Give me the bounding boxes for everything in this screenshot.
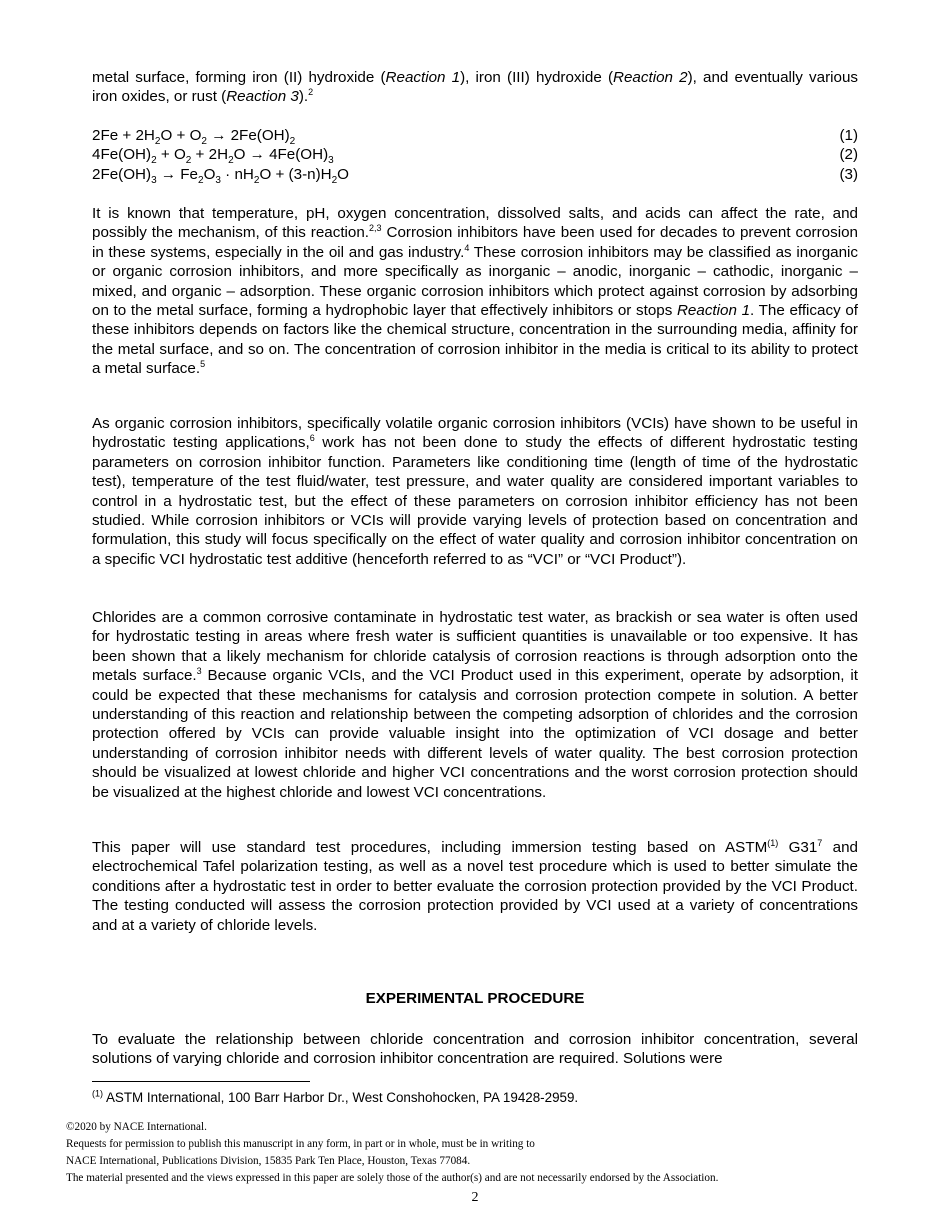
citation: 5	[200, 359, 206, 370]
footer-line: The material presented and the views expressed in this paper are solely those of the author(s) and are not necessarily endorsed by the Association.	[66, 1172, 719, 1184]
citation: 4	[464, 242, 470, 253]
footer-line: NACE International, Publications Division, 15835 Park Ten Place, Houston, Texas 77084.	[66, 1155, 471, 1167]
intro-text: ), and eventually various iron oxides, or rust (	[92, 69, 858, 106]
footer-copyright: ©2020 by NACE International.	[66, 1121, 207, 1133]
citation: 7	[817, 837, 823, 848]
intro-text: metal surface, forming iron (II) hydroxide (	[92, 69, 386, 86]
footnote-mark: (1)	[767, 837, 779, 848]
equation-block	[92, 126, 858, 184]
equation-1: $2Fe + 2H_2O + O_2 \to 2Fe(OH)_2$ (1)	[92, 127, 858, 148]
reaction-ref: Reaction 3	[226, 88, 299, 106]
section-heading: EXPERIMENTAL PROCEDURE	[365, 990, 585, 1007]
intro-paragraph	[92, 68, 858, 107]
citation: 3	[196, 666, 202, 677]
footer-line: Requests for permission to publish this manuscript in any form, in part or in whole, must be in writing to	[66, 1138, 535, 1150]
footnote-mark: (1)	[92, 1088, 103, 1099]
equation-3: $2Fe(OH)_3 \to Fe_2O_3 \cdot nH_2O + (3-n)H_2O$ (3)	[92, 165, 858, 186]
intro-text: ).	[298, 88, 309, 106]
page-number: 2	[471, 1190, 479, 1205]
reaction-ref: Reaction 1	[676, 302, 751, 320]
paragraph-5: To evaluate the relationship between chloride concentration and corrosion inhibitor concentration, several solutions of varying chloride and corrosion inhibitor concentration are required. Solutions were	[92, 1031, 858, 1068]
equation-number: (2)	[839, 146, 858, 164]
reaction-ref: Reaction 2	[613, 69, 688, 86]
reaction-ref: Reaction 1	[385, 69, 461, 86]
paragraph-1: It is known that temperature, pH, oxygen concentration, dissolved salts, and acids can affect the rate, and possibly the mechanism, of this reaction.$^{2,3}$ Corrosion inhibitors have been used for decades to prevent corrosion in these systems, especially in the oil and gas industry.$^4$ These corrosion inhibitors may be classified as inorganic or organic corrosion inhibitors, and more specifically as inorganic – anodic, inorganic – cathodic, inorganic – mixed, and organic – adsorption. These organic corrosion inhibitors which protect against corrosion by adsorbing on to the metal surface, forming a hydrophobic layer that effectively inhibitors or stops Reaction 1. The efficacy of these inhibitors depends on factors like the chemical structure, concentration in the surrounding media, affinity for the metal surface, and so on. The concentration of corrosion inhibitor in the media is critical to its ability to protect a metal surface.$^5$	[92, 205, 859, 378]
intro-text: ), iron (III) hydroxide (	[460, 69, 614, 86]
paragraph-4: This paper will use standard test procedures, including immersion testing based on ASTM$^{(1)}$ $G31^7$ and electrochemical Tafel polarization testing, as well as a novel test procedure which is used to better simulate the conditions after a hydrostatic test in order to better evaluate the corrosion protection provided by the VCI Product. The testing conducted will assess the corrosion protection provided by VCI used at a variety of concentrations and at a variety of chloride levels.	[92, 837, 858, 934]
footnote-divider	[92, 1081, 310, 1082]
equation-number: (3)	[839, 165, 858, 183]
citation: 2,3	[369, 223, 382, 234]
equation-number: (1)	[839, 127, 858, 144]
citation: 6	[309, 433, 315, 444]
footnote: $^{(1)}$ ASTM International, 100 Barr Harbor Dr., West Conshohocken, PA 19428-2959.	[92, 1088, 579, 1105]
citation: 2	[308, 87, 314, 98]
paragraph-3: Chlorides are a common corrosive contaminate in hydrostatic test water, as brackish or sea water is often used for hydrostatic testing in areas where fresh water is sufficient quantities is unavailable or too expensive. It has been shown that a likely mechanism for chloride catalysis of corrosion reactions is through adsorption onto the metals surface.$^3$ Because organic VCIs, and the VCI Product used in this experiment, operate by adsorption, it could be expected that these mechanisms for catalysis and corrosion protection compete in solution. A better understanding of this reaction and relationship between the competing adsorption of chlorides and the corrosion protection offered by VCIs can provide valuable insight into the optimization of VCI dosage and better understanding of corrosion inhibitor needs with different levels of water quality. The best corrosion protection should be visualized at lowest chloride and higher VCI concentrations and the worst corrosion protection should be visualized at the highest chloride and lowest VCI concentrations.	[92, 609, 858, 801]
paragraph-2: As organic corrosion inhibitors, specifically volatile organic corrosion inhibitors (VCIs) have shown to be useful in hydrostatic testing applications,$^6$ work has not been done to study the effects of different hydrostatic testing parameters on corrosion inhibitor function. Parameters like conditioning time (length of time of the hydrostatic test), temperature of the test fluid/water, test pressure, and water quality are considered important variables to control in a hydrostatic test, but the effect of these parameters on corrosion inhibitor efficiency has not been studied. While corrosion inhibitors or VCIs will provide varying levels of protection based on concentration and formulation, this study will focus specifically on the effect of water quality and corrosion inhibitor concentration on a specific VCI hydrostatic test additive (henceforth referred to as “VCI” or “VCI Product”).	[92, 415, 858, 568]
equation-2: $4Fe(OH)_2 + O_2 + 2H_2O \to 4Fe(OH)_3$ (2)	[92, 146, 858, 167]
